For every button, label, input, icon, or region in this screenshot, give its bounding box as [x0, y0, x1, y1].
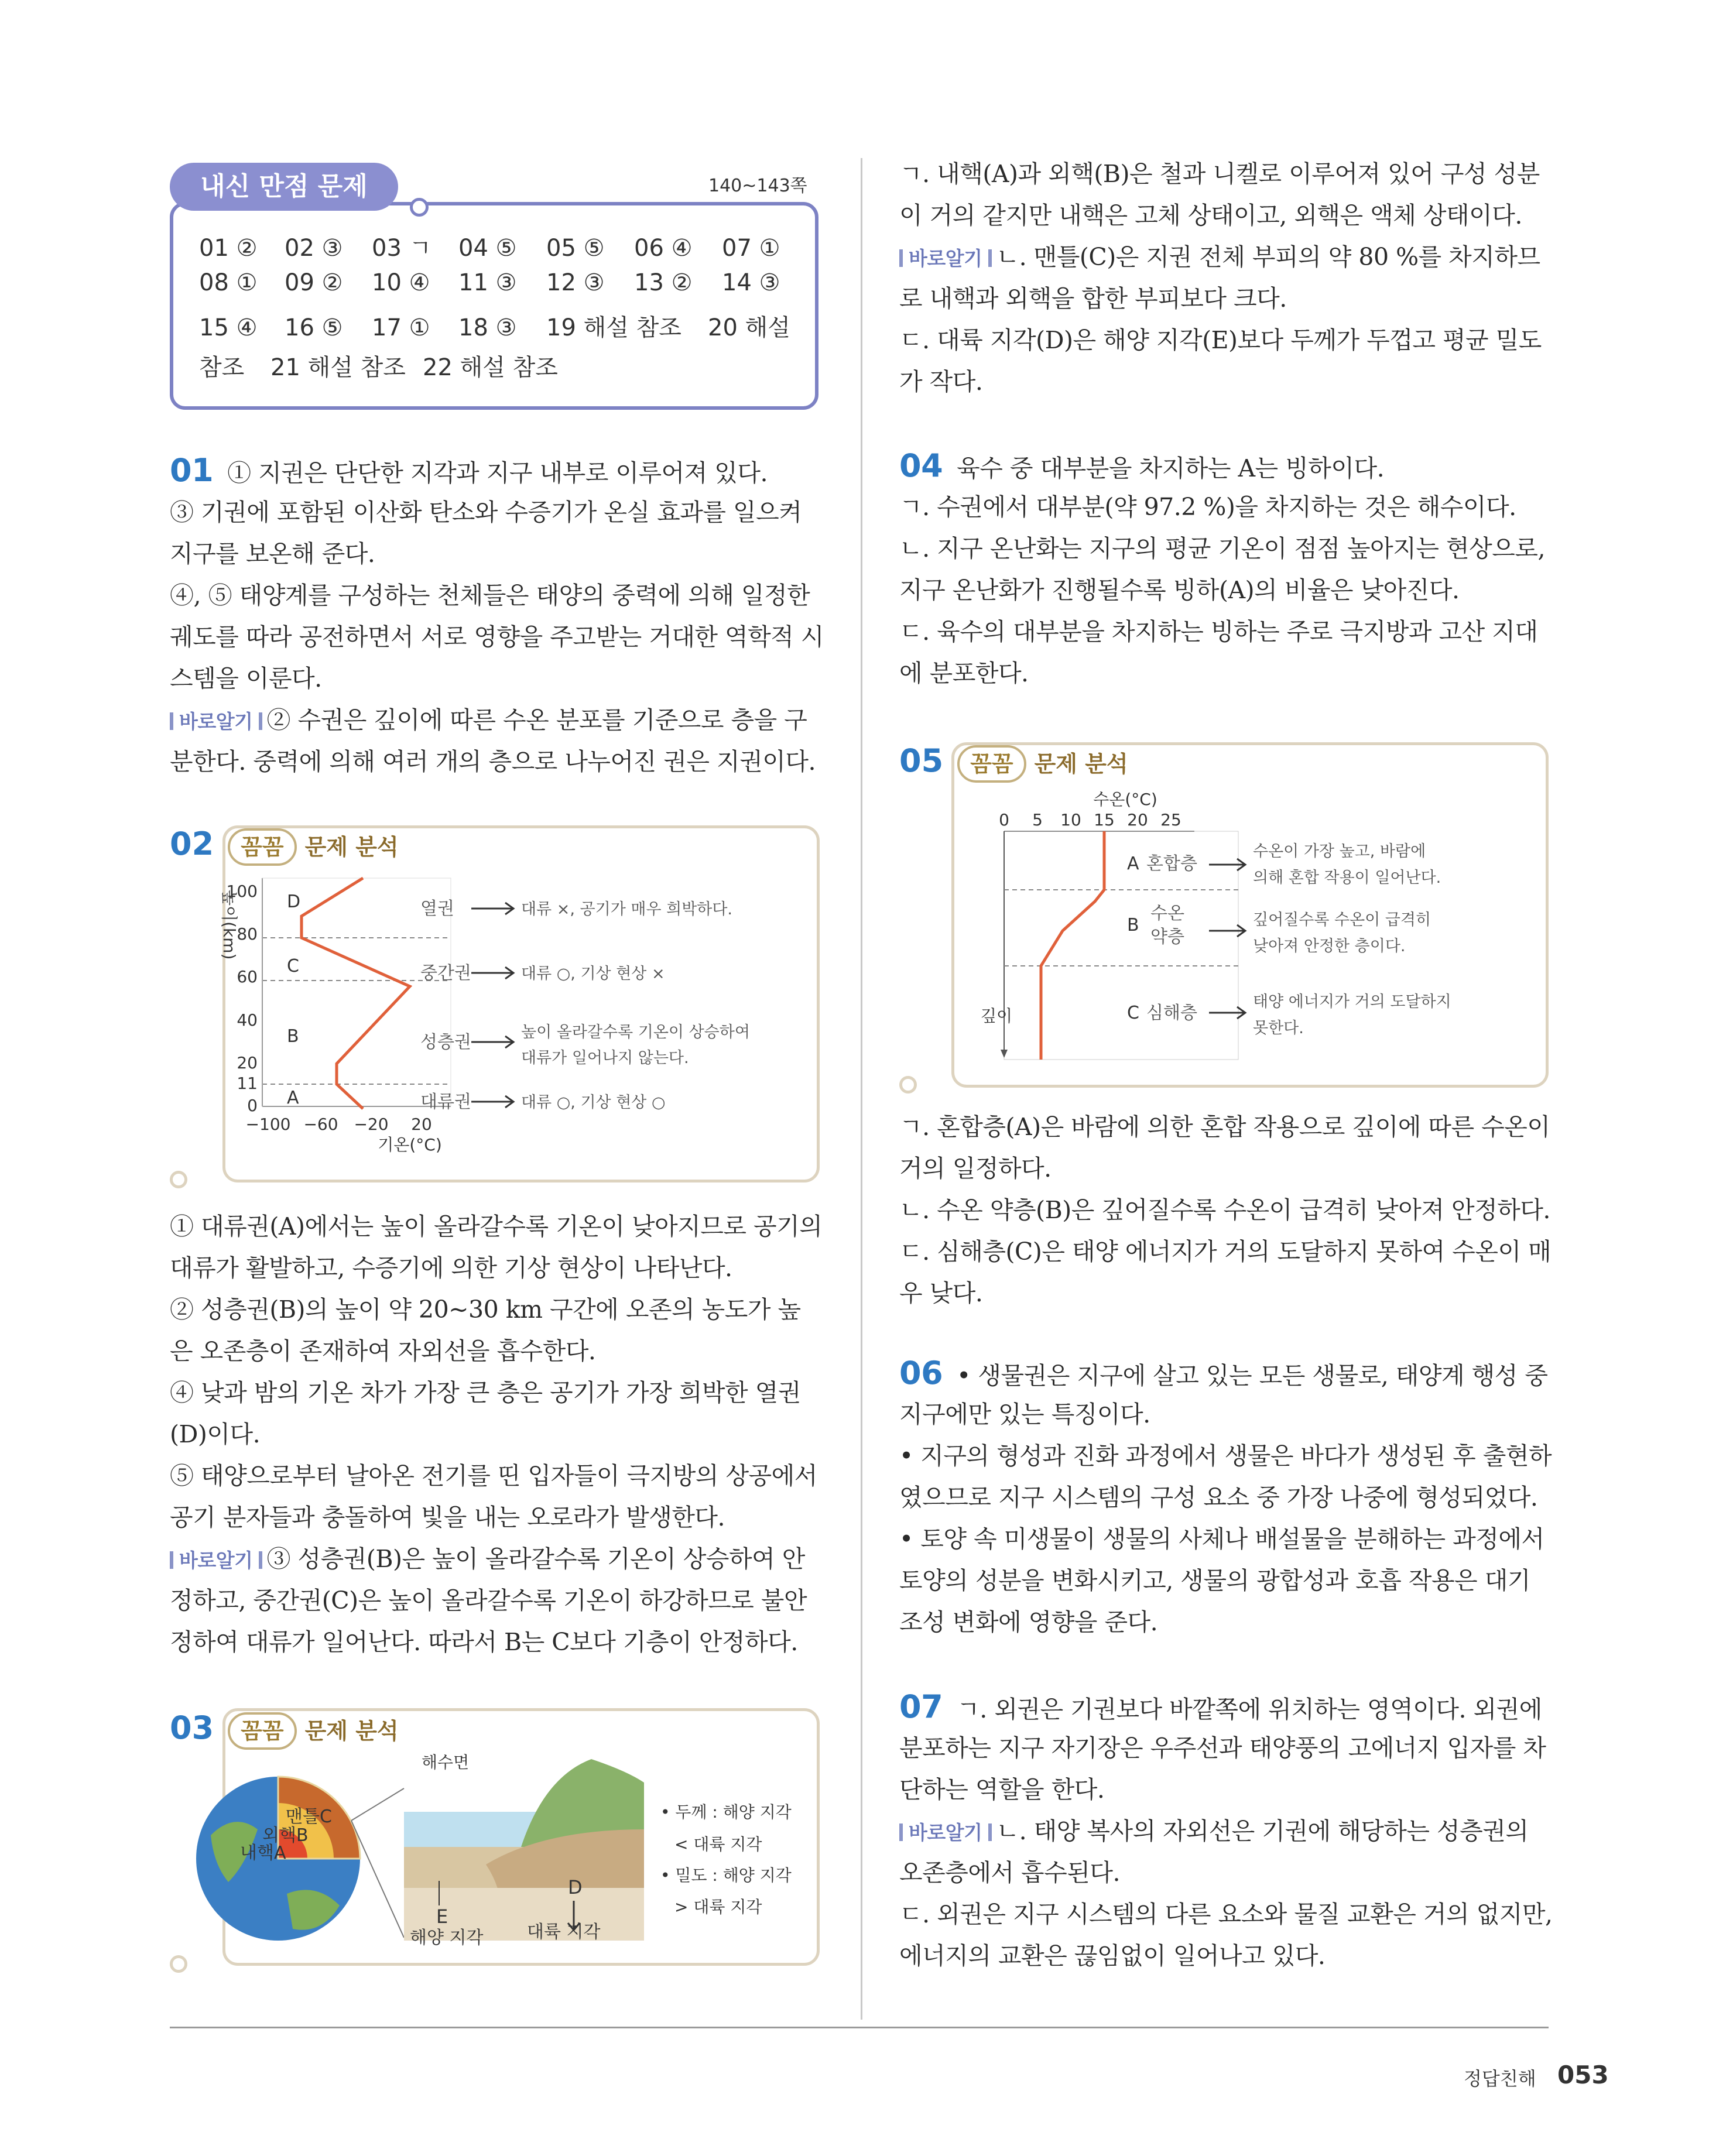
- layer-name: 혼합층: [1146, 854, 1197, 874]
- q02-number: 02: [170, 825, 214, 862]
- x-axis-label: 수온(°C): [1093, 790, 1157, 809]
- layer-note: 대류가 일어나지 않는다.: [521, 1049, 689, 1067]
- q02-line-11: 정하여 대류가 일어난다. 따라서 B는 C보다 기층이 안정하다.: [170, 1628, 798, 1656]
- q02-line-6: (D)이다.: [170, 1420, 261, 1448]
- kkom-badge: 꼼꼼: [228, 1712, 296, 1750]
- inner-core-label: 내핵A: [240, 1843, 286, 1863]
- analysis-label: 문제 분석: [304, 1718, 399, 1744]
- layer-name: 성층권: [420, 1032, 471, 1053]
- y-axis-label: 높이(km): [220, 890, 239, 960]
- q07-line-3: 단하는 역할을 한다.: [899, 1775, 1105, 1804]
- d-label: D: [568, 1876, 583, 1898]
- q07-line-4: 바로알기 ㄴ. 태양 복사의 자외선은 기권에 해당하는 성층권의: [899, 1811, 1528, 1853]
- layer-label: B: [1127, 915, 1139, 935]
- r03-line-4: 로 내핵과 외핵을 합한 부피보다 크다.: [899, 285, 1287, 313]
- q07-line-7: 에너지의 교환은 끊임없이 일어나고 있다.: [899, 1942, 1326, 1970]
- earth-structure-diagram: [193, 1747, 814, 1964]
- y-tick: 11: [237, 1074, 258, 1093]
- footer-label: 정답친해: [1464, 2068, 1536, 2090]
- q05-line-2: 거의 일정하다.: [899, 1154, 1052, 1182]
- y-tick: 20: [237, 1053, 258, 1072]
- layer-label: C: [287, 956, 299, 976]
- q02-line-3: ② 성층권(B)의 높이 약 20~30 km 구간에 오존의 농도가 높: [170, 1295, 801, 1324]
- q02-box-ring: [170, 1171, 187, 1188]
- x-tick: −20: [354, 1115, 389, 1134]
- x-tick: 20: [1127, 810, 1148, 830]
- q05-line-5: 우 낮다.: [899, 1279, 983, 1307]
- q01-line-4: ④, ⑤ 태양계를 구성하는 천체들은 태양의 중력에 의해 일정한: [170, 581, 810, 609]
- layer-name: 열권: [420, 899, 454, 919]
- q06-line-5: • 토양 속 미생물이 생물의 사체나 배설물을 분해하는 과정에서: [899, 1525, 1544, 1553]
- y-axis-label: 깊이: [981, 1006, 1013, 1026]
- q01-line-6: 스템을 이룬다.: [170, 664, 322, 693]
- q02-line-1: ① 대류권(A)에서는 높이 올라갈수록 기온이 낮아지므로 공기의: [170, 1212, 823, 1240]
- q04-number: 04: [899, 447, 943, 484]
- layer-name: 심해층: [1146, 1003, 1197, 1023]
- analysis-label: 문제 분석: [304, 834, 399, 860]
- answer-key-title: 내신 만점 문제: [170, 163, 398, 211]
- x-tick: −100: [245, 1115, 291, 1134]
- x-tick: 25: [1160, 810, 1181, 830]
- q02-line-5: ④ 낮과 밤의 기온 차가 가장 큰 층은 공기가 가장 희박한 열권: [170, 1379, 801, 1407]
- q06-line-7: 조성 변화에 영향을 준다.: [899, 1608, 1158, 1636]
- layer-name: 대류권: [420, 1092, 471, 1112]
- x-tick: 10: [1060, 810, 1081, 830]
- crust-note: < 대륙 지각: [674, 1835, 762, 1854]
- q04-line-1: 04 육수 중 대부분을 차지하는 A는 빙하이다.: [899, 447, 1385, 484]
- x-tick: 0: [999, 810, 1009, 830]
- q06-line-3: • 지구의 형성과 진화 과정에서 생물은 바다가 생성된 후 출현하: [899, 1442, 1552, 1470]
- kkom-badge: 꼼꼼: [228, 828, 296, 866]
- answer-row-3: 15 ④ 16 ⑤ 17 ① 18 ③ 19 해설 참조 20 해설: [199, 314, 790, 341]
- q05-line-3: ㄴ. 수온 약층(B)은 깊어질수록 수온이 급격히 낮아져 안정하다.: [899, 1196, 1550, 1224]
- layer-note: 높이 올라갈수록 기온이 상승하여: [521, 1023, 750, 1041]
- layer-note: 못한다.: [1253, 1019, 1304, 1037]
- arrow-icon: [471, 1036, 513, 1048]
- baro-label: 바로알기: [899, 1812, 992, 1853]
- answer-row-1: 01 ② 02 ③ 03 ㄱ 04 ⑤ 05 ⑤ 06 ④ 07 ①: [199, 235, 780, 262]
- y-tick: 60: [237, 967, 258, 986]
- q01-line-8: 분한다. 중력에 의해 여러 개의 층으로 나누어진 권은 지권이다.: [170, 748, 816, 776]
- x-tick: −60: [303, 1115, 338, 1134]
- q01-number: 01: [170, 452, 214, 489]
- baro-label: 바로알기: [170, 701, 262, 742]
- q07-line-5: 오존층에서 흡수된다.: [899, 1859, 1121, 1887]
- answer-row-2: 08 ① 09 ② 10 ④ 11 ③ 12 ③ 13 ② 14 ③: [199, 269, 780, 296]
- r03-line-5: ㄷ. 대륙 지각(D)은 해양 지각(E)보다 두께가 두껍고 평균 밀도: [899, 326, 1542, 354]
- arrow-icon: [471, 903, 513, 914]
- q04-line-6: 에 분포한다.: [899, 659, 1029, 687]
- e-label: E: [436, 1905, 448, 1928]
- page-number: 053: [1557, 2061, 1609, 2089]
- layer-note: 낮아져 안정한 층이다.: [1253, 937, 1406, 955]
- q03-number: 03: [170, 1709, 214, 1746]
- q05-line-4: ㄷ. 심해층(C)은 태양 에너지가 거의 도달하지 못하여 수온이 매: [899, 1238, 1552, 1266]
- continental-crust-label: 대륙 지각: [527, 1922, 601, 1942]
- r03-line-6: 가 작다.: [899, 368, 983, 396]
- x-tick: 15: [1094, 810, 1115, 830]
- q02-line-10: 정하고, 중간권(C)은 높이 올라갈수록 기온이 하강하므로 불안: [170, 1586, 807, 1615]
- q06-line-6: 토양의 성분을 변화시키고, 생물의 광합성과 호흡 작용은 대기: [899, 1567, 1530, 1595]
- q04-line-3: ㄴ. 지구 온난화는 지구의 평균 기온이 점점 높아지는 현상으로,: [899, 534, 1545, 563]
- layer-note: 태양 에너지가 거의 도달하지: [1253, 993, 1451, 1011]
- q01-line-1: 01 ① 지권은 단단한 지각과 지구 내부로 이루어져 있다.: [170, 452, 768, 489]
- crust-note: • 밀도 : 해양 지각: [660, 1866, 792, 1885]
- q06-line-2: 지구에만 있는 특징이다.: [899, 1400, 1150, 1428]
- layer-label: A: [287, 1088, 299, 1108]
- ocean-crust-label: 해양 지각: [410, 1928, 484, 1948]
- layer-note: 대류 ○, 기상 현상 ×: [521, 965, 665, 983]
- layer-note: 의해 혼합 작용이 일어난다.: [1253, 869, 1441, 887]
- layer-label: C: [1127, 1003, 1139, 1023]
- q07-number: 07: [899, 1688, 943, 1725]
- q07-line-6: ㄷ. 외권은 지구 시스템의 다른 요소와 물질 교환은 거의 없지만,: [899, 1900, 1553, 1928]
- r03-line-1: ㄱ. 내핵(A)과 외핵(B)은 철과 니켈로 이루어져 있어 구성 성분: [899, 160, 1540, 188]
- mantle-label: 맨틀C: [286, 1807, 332, 1827]
- layer-name: 중간권: [420, 963, 471, 983]
- q02-line-8: 공기 분자들과 충돌하여 빛을 내는 오로라가 발생한다.: [170, 1503, 725, 1531]
- r03-line-3: 바로알기 ㄴ. 맨틀(C)은 지권 전체 부피의 약 80 %를 차지하므: [899, 236, 1540, 279]
- column-divider: [861, 158, 862, 2020]
- q05-number: 05: [899, 742, 944, 779]
- arrow-icon: [1209, 925, 1245, 937]
- y-tick: 80: [237, 924, 258, 944]
- q07-line-1: 07 ㄱ. 외권은 기권보다 바깥쪽에 위치하는 영역이다. 외권에: [899, 1688, 1542, 1725]
- sea-level-label: 해수면: [422, 1753, 470, 1772]
- r03-line-2: 이 거의 같지만 내핵은 고체 상태이고, 외핵은 액체 상태이다.: [899, 201, 1522, 229]
- y-tick: 0: [247, 1096, 258, 1115]
- q07-line-2: 분포하는 지구 자기장은 우주선과 태양풍의 고에너지 입자를 차: [899, 1734, 1546, 1762]
- q01-line-3: 지구를 보온해 준다.: [170, 540, 375, 568]
- layer-note: 대류 ○, 기상 현상 ○: [521, 1094, 666, 1112]
- temperature-profile: [1041, 831, 1104, 1060]
- q02-header: [170, 825, 399, 866]
- bottom-rule: [170, 2027, 1549, 2028]
- q05-header: [899, 742, 1128, 783]
- analysis-label: 문제 분석: [1034, 751, 1128, 777]
- crust-note: • 두께 : 해양 지각: [660, 1802, 792, 1822]
- answer-row-4: 참조 21 해설 참조 22 해설 참조: [199, 354, 558, 381]
- q06-line-4: 였으므로 지구 시스템의 구성 요소 중 가장 나중에 형성되었다.: [899, 1483, 1538, 1511]
- q02-line-4: 은 오존층이 존재하여 자외선을 흡수한다.: [170, 1337, 596, 1365]
- baro-label: 바로알기: [170, 1540, 262, 1581]
- arrow-icon: [1209, 859, 1245, 870]
- x-axis-label: 기온(°C): [378, 1135, 442, 1154]
- arrow-icon: [471, 967, 513, 979]
- q02-line-9: 바로알기 ③ 성층권(B)은 높이 올라갈수록 기온이 상승하여 안: [170, 1538, 805, 1581]
- layer-label: D: [287, 892, 301, 912]
- layer-label: A: [1127, 854, 1139, 874]
- baro-label: 바로알기: [899, 238, 992, 279]
- q04-line-4: 지구 온난화가 진행될수록 빙하(A)의 비율은 낮아진다.: [899, 576, 1460, 604]
- layer-label: B: [287, 1026, 299, 1047]
- q01-line-5: 궤도를 따라 공전하면서 서로 영향을 주고받는 거대한 역학적 시: [170, 623, 824, 651]
- q04-line-5: ㄷ. 육수의 대부분을 차지하는 빙하는 주로 극지방과 고산 지대: [899, 618, 1538, 646]
- kkom-badge: 꼼꼼: [957, 745, 1026, 783]
- layer-note: 깊어질수록 수온이 급격히: [1253, 911, 1431, 929]
- layer-name: 수온: [1150, 903, 1184, 924]
- y-tick: 100: [226, 882, 258, 901]
- q05-line-1: ㄱ. 혼합층(A)은 바람에 의한 혼합 작용으로 깊이에 따른 수온이: [899, 1113, 1550, 1141]
- x-tick: 5: [1032, 810, 1043, 830]
- q02-line-7: ⑤ 태양으로부터 날아온 전기를 띤 입자들이 극지방의 상공에서: [170, 1462, 817, 1490]
- crust-note: > 대륙 지각: [674, 1897, 762, 1917]
- outer-core-label: 외핵B: [262, 1825, 309, 1846]
- answer-key-ring: [410, 198, 429, 217]
- atmosphere-diagram: [193, 872, 826, 1165]
- q02-line-2: 대류가 활발하고, 수증기에 의한 기상 현상이 나타난다.: [170, 1254, 732, 1282]
- q03-header: [170, 1709, 399, 1750]
- q06-line-1: 06 • 생물권은 지구에 살고 있는 모든 생물로, 태양계 행성 중: [899, 1355, 1548, 1391]
- layer-note: 대류 ×, 공기가 매우 희박하다.: [521, 900, 733, 918]
- q01-line-7: 바로알기 ② 수권은 깊이에 따른 수온 분포를 기준으로 층을 구: [170, 700, 807, 742]
- ocean-layer-diagram: [960, 787, 1540, 1074]
- arrow-icon: [1209, 1007, 1245, 1019]
- q01-line-2: ③ 기권에 포함된 이산화 탄소와 수증기가 온실 효과를 일으켜: [170, 498, 802, 526]
- q05-box-ring: [899, 1076, 917, 1094]
- layer-note: 수온이 가장 높고, 바람에: [1253, 842, 1426, 861]
- x-tick: 20: [411, 1115, 432, 1134]
- q04-line-2: ㄱ. 수권에서 대부분(약 97.2 %)을 차지하는 것은 해수이다.: [899, 493, 1516, 521]
- layer-name: 약층: [1150, 927, 1184, 947]
- temperature-curve: [302, 878, 410, 1109]
- q03-box-ring: [170, 1955, 187, 1973]
- arrow-icon: [471, 1096, 513, 1108]
- q06-number: 06: [899, 1355, 943, 1391]
- y-tick: 40: [237, 1010, 258, 1030]
- answer-key-pages: 140~143쪽: [708, 176, 807, 196]
